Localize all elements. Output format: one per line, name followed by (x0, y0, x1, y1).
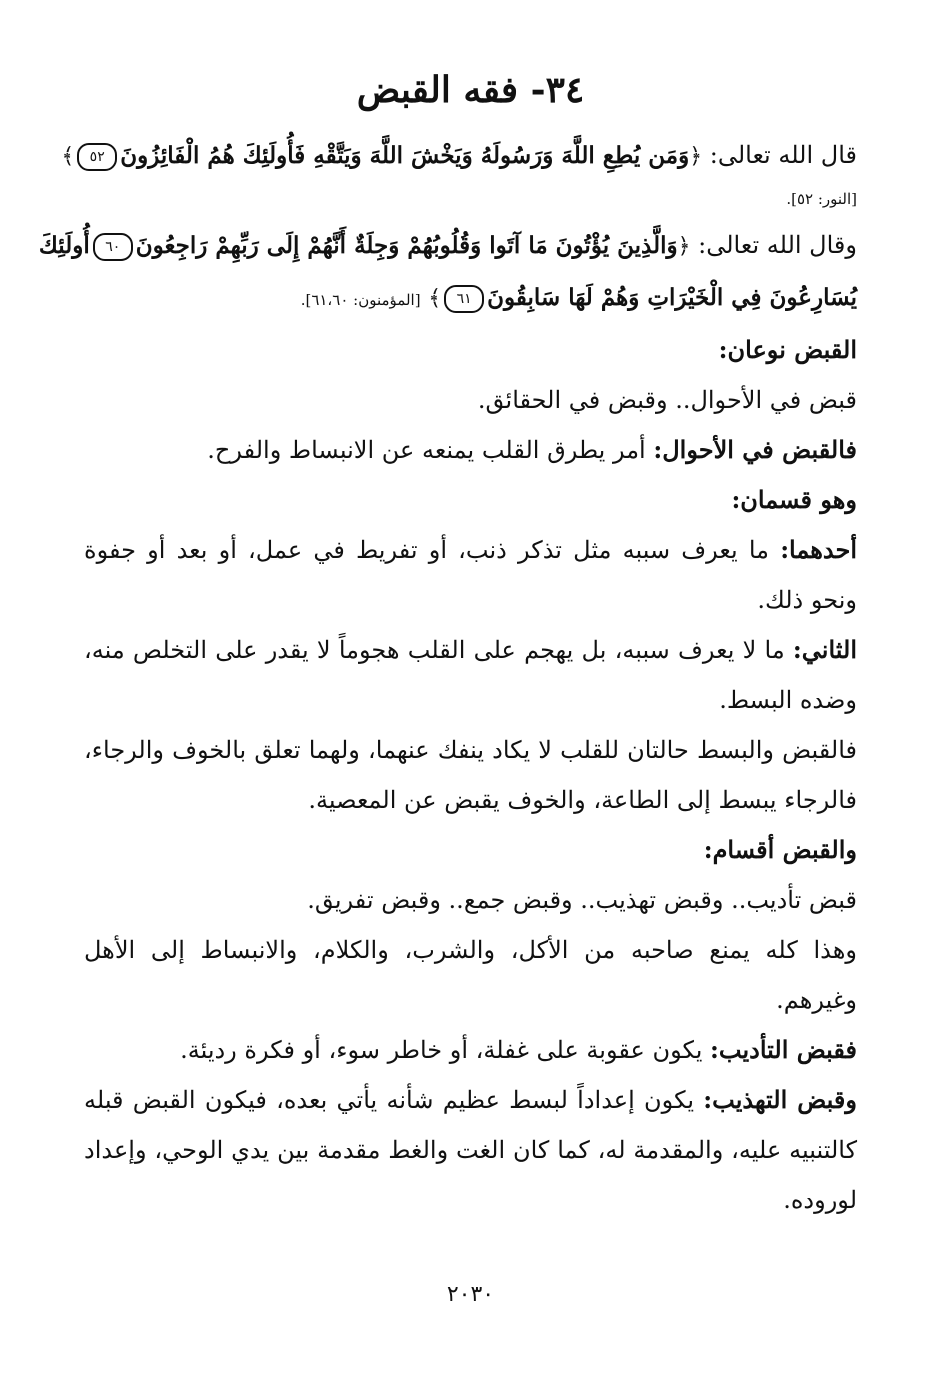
paragraph-first (84, 525, 857, 625)
paragraph-lead: أحدهما: (780, 535, 857, 564)
paragraph-lead: الثاني: (792, 635, 857, 664)
paragraph-effects: وهذا كله يمنع صاحبه من الأكل، والشرب، والكلام، والانبساط إلى الأهل وغيرهم. (84, 936, 857, 1014)
verse-1-open-bracket: ﴿ (689, 144, 703, 169)
paragraph-types: قبض في الأحوال.. وقبض في الحقائق. (477, 386, 857, 414)
paragraph-text: أمر يطرق القلب يمنعه عن الانبساط والفرح. (207, 436, 646, 464)
ayah-number-badge: ٦١ (444, 285, 484, 313)
verse-2-close-bracket: ﴾ (428, 286, 442, 311)
verse-2-line-2 (84, 272, 857, 325)
verse-1 (61, 130, 857, 182)
paragraph-text: ما يعرف سببه مثل تذكر ذنب، أو تفريط في عمل، أو بعد أو جفوة ونحو ذلك. (84, 536, 857, 614)
chapter-title: ٣٤- فقه القبض (356, 69, 585, 111)
paragraph-second (84, 625, 857, 725)
verse-1-intro: قال الله تعالى: (709, 141, 857, 169)
verse-2-line-1 (38, 220, 857, 272)
paragraph-refinement (84, 1075, 857, 1225)
paragraph-lead: فالقبض في الأحوال: (653, 435, 857, 464)
verse-2-intro: وقال الله تعالى: (698, 231, 857, 259)
verse-1-text: وَمَن يُطِعِ اللَّهَ وَرَسُولَهُ وَيَخْشَ اللَّهَ وَيَتَّقْهِ فَأُولَئِكَ هُمُ الْفَائِزُونَ (120, 142, 690, 169)
section-heading-divisions: والقبض أقسام: (703, 835, 857, 864)
verse-2-text-2: يُسَارِعُونَ فِي الْخَيْرَاتِ وَهُمْ لَهَا سَابِقُونَ (487, 284, 857, 311)
paragraph-qabd-bast: فالقبض والبسط حالتان للقلب لا يكاد ينفك عنهما، ولهما تعلق بالخوف والرجاء، فالرجاء يبسط إلى الطاعة، والخوف يقبض عن المعصية. (84, 736, 857, 814)
ayah-number-badge: ٥٢ (77, 143, 117, 171)
ayah-number-badge: ٦٠ (93, 233, 133, 261)
verse-2-reference: [المؤمنون: ٦١،٦٠]. (300, 291, 421, 309)
verse-1-reference: [النور: ٥٢]. (786, 190, 857, 208)
page-number: ٢٠٣٠ (446, 1282, 495, 1307)
verse-1-close-bracket: ﴾ (61, 144, 75, 169)
verse-2-text-1-end: أُولَئِكَ (38, 232, 90, 259)
verse-2-text-1: وَالَّذِينَ يُؤْتُونَ مَا آتَوا وَقُلُوبُهُمْ وَجِلَةٌ أَنَّهُمْ إِلَى رَبِّهِمْ رَاجِعُونَ (135, 232, 678, 259)
section-heading-types: القبض نوعان: (718, 335, 857, 364)
section-heading-two-parts: وهو قسمان: (731, 485, 857, 514)
paragraph-lead: فقبض التأديب: (710, 1035, 857, 1064)
paragraph-text: ما لا يعرف سببه، بل يهجم على القلب هجوماً لا يقدر على التخلص منه، وضده البسط. (84, 636, 857, 714)
paragraph-divisions: قبض تأديب.. وقبض تهذيب.. وقبض جمع.. وقبض تفريق. (307, 886, 857, 914)
page-content (38, 62, 857, 1225)
paragraph-discipline (84, 1025, 857, 1075)
paragraph-text: يكون عقوبة على غفلة، أو خاطر سوء، أو فكرة رديئة. (180, 1036, 703, 1064)
paragraph-qabd-states (84, 425, 857, 475)
paragraph-text: يكون إعداداً لبسط عظيم شأنه يأتي بعده، فيكون القبض قبله كالتنبيه عليه، والمقدمة له، كما كان الغت والغط مقدمة بين يدي الوحي، وإعداد لوروده. (84, 1086, 857, 1214)
paragraph-lead: وقبض التهذيب: (703, 1085, 857, 1114)
verse-2-open-bracket: ﴿ (677, 234, 691, 259)
